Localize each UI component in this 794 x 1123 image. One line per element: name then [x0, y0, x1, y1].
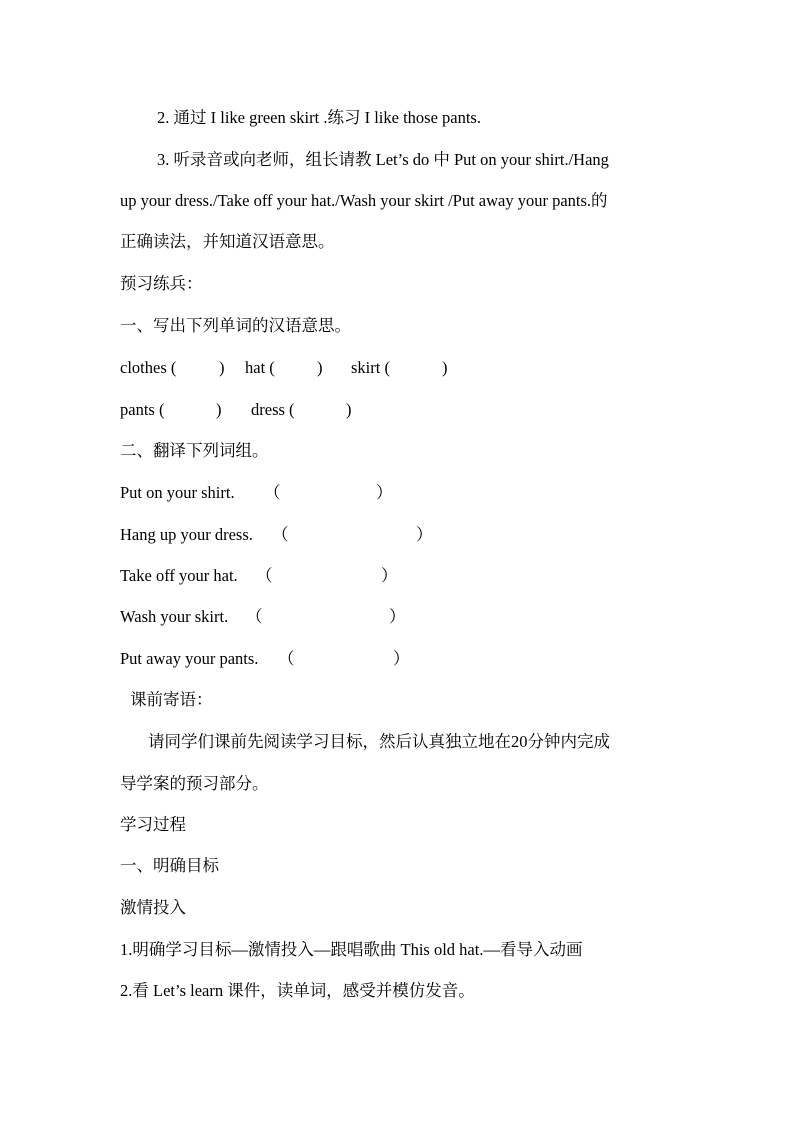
part-2-heading: 二、翻译下列词组。: [120, 441, 269, 460]
phrase-open-paren: （: [278, 649, 295, 668]
word-blank-clothes: [120, 358, 176, 378]
phrase-wash-skirt: Wash your skirt.: [120, 607, 229, 626]
step-1: 1.明确学习目标—激情投入—跟唱歌曲 This old hat.—看导入动画: [120, 940, 583, 959]
phrase-close-paren: ）: [389, 607, 406, 626]
section-1-heading: 一、明确目标: [120, 856, 219, 875]
step-2: 2.看 Let’s learn 课件，读单词，感受并模仿发音。: [120, 981, 475, 1000]
section-subheading: 激情投入: [120, 898, 186, 917]
word-label: clothes (: [120, 358, 177, 377]
word-blank-skirt: skirt (: [351, 358, 390, 377]
phrase-take-off-hat: Take off your hat.: [120, 566, 238, 585]
phrase-close-paren: ）: [416, 525, 433, 544]
intro-item-3-line-2: up your dress./Take off your hat./Wash your skirt /Put away your pants.的: [120, 191, 608, 210]
phrase-hang-up-dress: Hang up your dress.: [120, 525, 253, 544]
phrase-close-paren: ）: [376, 483, 393, 502]
process-heading: 学习过程: [120, 815, 186, 834]
intro-item-3-line-3: 正确读法，并知道汉语意思。: [120, 232, 335, 251]
word-blank-close: ): [317, 358, 323, 377]
intro-item-2: 2. 通过 I like green skirt .练习 I like those pants.: [157, 108, 481, 127]
phrase-put-on-shirt: Put on your shirt.: [120, 483, 235, 502]
part-1-heading: 一、写出下列单词的汉语意思。: [120, 316, 351, 335]
word-blank-close: ): [216, 400, 222, 419]
word-blank-hat: hat (: [245, 358, 275, 377]
phrase-put-away-pants: Put away your pants.: [120, 649, 259, 668]
intro-item-3-line-1: 3. 听录音或向老师，组长请教 Let’s do 中 Put on your shirt./Hang: [157, 150, 609, 169]
phrase-open-paren: （: [246, 607, 263, 626]
phrase-open-paren: （: [264, 483, 281, 502]
word-blank-close: ): [219, 358, 225, 377]
message-line-2: 导学案的预习部分。: [120, 774, 269, 793]
message-heading: 课前寄语：: [130, 690, 213, 709]
message-line-1: 请同学们课前先阅读学习目标，然后认真独立地在20分钟内完成: [148, 732, 610, 751]
word-blank-pants: pants (: [120, 400, 165, 419]
phrase-open-paren: （: [256, 566, 273, 585]
phrase-open-paren: （: [272, 525, 289, 544]
word-blank-dress: dress (: [251, 400, 295, 419]
phrase-close-paren: ）: [381, 566, 398, 585]
phrase-close-paren: ）: [393, 649, 410, 668]
word-blank-close: ): [442, 358, 448, 377]
word-blank-close: ): [346, 400, 352, 419]
preview-heading: 预习练兵：: [120, 274, 203, 293]
